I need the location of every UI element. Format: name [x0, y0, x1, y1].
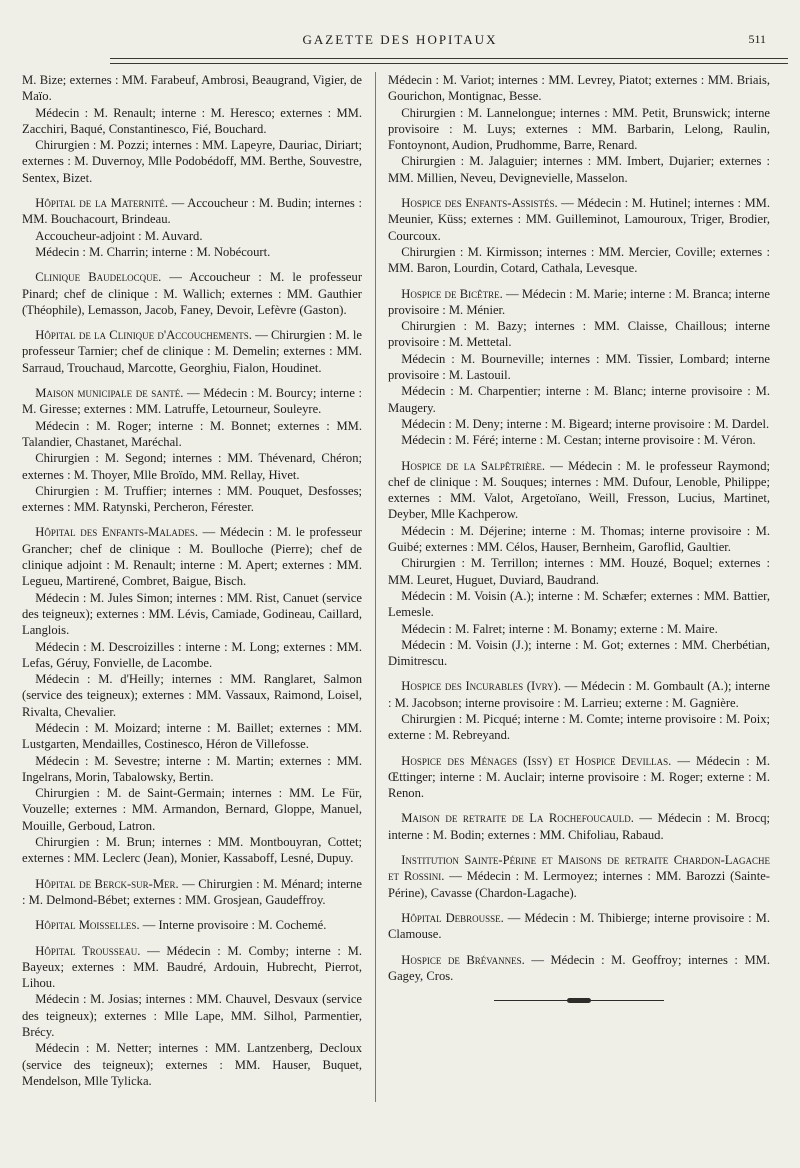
staff-paragraph [388, 637, 770, 670]
entry-text: Médecin : M. Féré; interne : M. Cestan; interne provisoire : M. Véron. [401, 433, 756, 448]
entry-text: — Médecin : M. Gombault (A.); interne : M. Jacobson; interne provisoire : M. Larrieu; externe : M. Gagnière. [388, 679, 770, 710]
section-heading: Hospice des Ménages (Issy) et Hospice Devillas. [401, 753, 672, 768]
staff-paragraph [388, 621, 770, 637]
entry-text: Chirurgien : M. Picqué; interne : M. Comte; interne provisoire : M. Poix; externe : M. Rebreyand. [388, 711, 770, 743]
section-entry [388, 910, 770, 943]
section-heading: Hôpital de la Clinique d'Accouchements. [35, 328, 252, 343]
section-heading: Maison de retraite de La Rochefoucauld. [401, 811, 634, 826]
entry-text: Médecin : M. Voisin (A.); interne : M. Schæfer; externes : MM. Battier, Lemesle. [388, 588, 770, 620]
entry-text: M. Bize; externes : MM. Farabeuf, Ambrosi, Beaugrand, Vigier, de Maïo. [22, 73, 362, 104]
entry-text: — Accoucheur : M. Budin; internes : MM. Bouchacourt, Brindeau. [22, 196, 362, 227]
entry-text: — Médecin : M. le professeur Grancher; chef de clinique : M. Boulloche (Pierre); chef de clinique adjoint : M. Renault; interne : M. Apert; externes : MM. Legueu, Martirené, Combret, Baigue, Bisch. [22, 525, 362, 589]
staff-paragraph [22, 418, 362, 451]
section-entry [22, 943, 362, 992]
left-column [22, 72, 362, 1089]
staff-paragraph [22, 137, 362, 186]
entry-text: — Accoucheur : M. le professeur Pinard; chef de clinique : M. Wallich; externes : MM. Gauthier (Théophile), Lemasson, Jacob, Faney, Devoir, Lefèvre (Gaston). [22, 270, 363, 317]
entry-text: Médecin : M. d'Heilly; internes : MM. Ranglaret, Salmon (service des teigneux); externes : MM. Vassaux, Raimond, Loisel, Rivalta, Chevalier. [22, 672, 362, 719]
entry-text: Médecin : M. Descroizilles : interne : M. Long; externes : MM. Lefas, Géruy, Fonvielle, de Lacombe. [22, 639, 362, 670]
entry-text: Médecin : M. Sevestre; interne : M. Martin; externes : MM. Ingelrans, Morin, Tabalowsky, Bertin. [22, 753, 362, 784]
entry-text: Accoucheur-adjoint : M. Auvard. [35, 228, 203, 243]
staff-paragraph [388, 523, 770, 556]
entry-text: Médecin : M. Jules Simon; internes : MM. Rist, Canuet (service des teigneux); externes : MM. Lévis, Camiade, Godineau, Caillard, Langlois. [22, 590, 362, 638]
staff-paragraph [22, 72, 362, 105]
staff-paragraph [22, 785, 362, 834]
entry-text: Médecin : M. Voisin (J.); interne : M. Got; externes : MM. Cherbétian, Dimitrescu. [388, 637, 770, 669]
staff-paragraph [22, 483, 362, 516]
section-entry [22, 917, 362, 933]
staff-paragraph [388, 244, 770, 277]
page-number: 511 [748, 32, 766, 46]
section-entry [388, 852, 770, 901]
entry-text: — Médecin : M. le professeur Raymond; chef de clinique : M. Souques; internes : MM. Dufour, Lenoble, Philippe; externes : MM. Valot, Argetoïano, Weill, Fresson, Lucius, Martinet, Deyber, Mlle Kachperow. [388, 458, 770, 522]
staff-paragraph [22, 720, 362, 753]
entry-text: — Médecin : M. Marie; interne : M. Branca; interne provisoire : M. Ménier. [388, 286, 770, 317]
section-entry [22, 195, 362, 228]
entry-text: Médecin : M. Variot; internes : MM. Levrey, Piatot; externes : MM. Briais, Gourichon, Montignac, Besse. [388, 73, 770, 104]
staff-paragraph [22, 105, 362, 138]
entry-text: — Médecin : M. Hutinel; internes : MM. Meunier, Küss; externes : MM. Guilleminot, Lamouroux, Triger, Brodier, Courcoux. [388, 196, 771, 243]
section-heading: Clinique Baudelocque. [35, 270, 162, 285]
staff-paragraph [388, 105, 770, 154]
entry-text: Chirurgien : M. Lannelongue; internes : MM. Petit, Brunswick; interne provisoire : M. Luys; externes : MM. Barbarin, Lelong, Raulin, Fontoynont, Audion, Prudhomme, Barre, Renard. [388, 105, 770, 153]
staff-paragraph [388, 555, 770, 588]
entry-text: Médecin : M. Charrin; interne : M. Nobécourt. [35, 244, 271, 259]
staff-paragraph [388, 72, 770, 105]
section-heading: Hospice de Bicêtre. [401, 286, 503, 301]
section-entry [22, 876, 362, 909]
section-entry [388, 753, 770, 802]
entry-text: — Médecin : M. Brocq; interne : M. Bodin; externes : MM. Chifoliau, Rabaud. [388, 811, 770, 842]
entry-text: — Médecin : M. Bourcy; interne : M. Giresse; externes : MM. Latruffe, Letourneur, Souleyre. [22, 386, 362, 417]
section-entry [22, 385, 362, 418]
staff-paragraph [388, 318, 770, 351]
section-heading: Hospice des Enfants-Assistés. [401, 196, 558, 211]
staff-paragraph [22, 639, 362, 672]
entry-text: Médecin : M. Josias; internes : MM. Chauvel, Desvaux (service des teigneux); externes : Mlle Lape, MM. Silhol, Parmentier, Brécy. [22, 992, 362, 1040]
staff-paragraph [388, 153, 770, 186]
section-heading: Hospice de Brévannes. [401, 952, 525, 967]
entry-text: Chirurgien : M. Jalaguier; internes : MM. Imbert, Dujarier; externes : MM. Millien, Neveu, Devignevielle, Masselon. [388, 154, 770, 185]
section-heading: Hôpital Trousseau. [35, 943, 141, 958]
staff-paragraph [22, 450, 362, 483]
entry-text: Chirurgien : M. Pozzi; internes : MM. Lapeyre, Dauriac, Diriart; externes : M. Duvernoy, Mlle Podobédoff, MM. Berthe, Souvestre, Sentex, Bizet. [22, 138, 362, 185]
entry-text: — Médecin : M. Œttinger; interne : M. Auclair; interne provisoire : M. Roger; externe : M. Renon. [388, 753, 770, 801]
section-heading: Hospice de la Salpêtrière. [401, 458, 546, 473]
entry-text: Chirurgien : M. de Saint-Germain; internes : MM. Le Für, Vouzelle; externes : MM. Armandon, Bernard, Gloppe, Manuel, Mouille, Gerboud, Latron. [22, 786, 362, 833]
entry-text: Chirurgien : M. Kirmisson; internes : MM. Mercier, Coville; externes : MM. Baron, Lourdin, Cotard, Cathala, Levesque. [388, 244, 770, 276]
section-heading: Hôpital Debrousse. [401, 910, 504, 925]
staff-paragraph [22, 991, 362, 1040]
section-entry [22, 524, 362, 589]
entry-text: Médecin : M. Renault; interne : M. Heresco; externes : MM. Zacchiri, Baqué, Constantinesco, Fié, Bouchard. [22, 105, 362, 136]
staff-paragraph [388, 351, 770, 384]
right-column [388, 72, 770, 1004]
staff-paragraph [388, 416, 770, 432]
entry-text: — Médecin : M. Comby; interne : M. Bayeux; externes : MM. Baudré, Ardouin, Hubrecht, Pierrot, Lihou. [22, 943, 362, 991]
section-heading: Institution Sainte-Périne et Maisons de retraite Chardon-Lagache et Rossini. [388, 853, 770, 884]
staff-paragraph [388, 588, 770, 621]
section-entry [388, 286, 770, 319]
section-heading: Hôpital de Berck-sur-Mer. [35, 876, 179, 891]
running-title: GAZETTE DES HOPITAUX [302, 32, 498, 47]
staff-paragraph [388, 432, 770, 448]
section-heading: Hôpital Moisselles. [35, 918, 140, 933]
running-head [0, 32, 800, 52]
entry-text: Médecin : M. Netter; internes : MM. Lantzenberg, Decloux (service des teigneux); externes : MM. Hauser, Buquet, Mendelson, Mlle Tylicka. [22, 1041, 362, 1088]
section-heading: Hôpital des Enfants-Malades. [35, 525, 198, 540]
header-rule-top [110, 58, 788, 59]
staff-paragraph [388, 383, 770, 416]
section-entry [22, 269, 362, 318]
section-entry [388, 810, 770, 843]
header-rule-bottom [110, 63, 788, 64]
staff-paragraph [22, 1040, 362, 1089]
section-heading: Maison municipale de santé. [35, 386, 184, 401]
entry-text: Médecin : M. Bourneville; internes : MM. Tissier, Lombard; interne provisoire : M. Lastouil. [388, 351, 770, 383]
entry-text: — Médecin : M. Lermoyez; internes : MM. Barozzi (Sainte-Périne), Cavasse (Chardon-Lagache). [388, 869, 770, 900]
staff-paragraph [22, 590, 362, 639]
staff-paragraph [22, 244, 362, 260]
section-entry [388, 195, 770, 244]
entry-text: Chirurgien : M. Bazy; internes : MM. Claisse, Chaillous; interne provisoire : M. Mettetal. [388, 319, 770, 350]
entry-text: — Interne provisoire : M. Cochemé. [139, 918, 327, 933]
entry-text: Médecin : M. Roger; interne : M. Bonnet; externes : MM. Talandier, Chastanet, Maréchal. [22, 418, 362, 449]
entry-text: Chirurgien : M. Segond; internes : MM. Thévenard, Chéron; externes : M. Thoyer, Mlle Broïdo, MM. Rellay, Hivet. [22, 451, 362, 482]
section-entry [388, 952, 770, 985]
staff-paragraph [22, 834, 362, 867]
end-ornament [494, 998, 664, 1004]
entry-text: Médecin : M. Falret; interne : M. Bonamy; externe : M. Maire. [401, 621, 718, 636]
entry-text: Chirurgien : M. Brun; internes : MM. Montbouyran, Cottet; externes : MM. Leclerc (Jean), Monier, Kassaboff, Lesné, Dupuy. [22, 835, 362, 866]
entry-text: Chirurgien : M. Terrillon; internes : MM. Houzé, Boquel; externes : MM. Leuret, Huguet, Duviard, Baudrand. [388, 556, 770, 587]
entry-text: Médecin : M. Déjerine; interne : M. Thomas; interne provisoire : M. Guibé; externes : MM. Célos, Hauser, Bernheim, Garoflid, Gaultier. [388, 523, 770, 555]
entry-text: Chirurgien : M. Truffier; internes : MM. Pouquet, Desfosses; externes : MM. Ratynski, Percheron, Férester. [22, 483, 362, 515]
column-divider [375, 72, 376, 1102]
entry-text: Médecin : M. Charpentier; interne : M. Blanc; interne provisoire : M. Maugery. [388, 384, 770, 415]
staff-paragraph [22, 228, 362, 244]
section-entry [22, 327, 362, 376]
staff-paragraph [388, 711, 770, 744]
section-entry [388, 678, 770, 711]
section-entry [388, 458, 770, 523]
section-heading: Hospice des Incurables (Ivry). [401, 679, 561, 694]
entry-text: — Médecin : M. Thibierge; interne provisoire : M. Clamouse. [388, 910, 770, 942]
staff-paragraph [22, 671, 362, 720]
entry-text: — Chirurgien : M. Ménard; interne : M. Delmond-Bébet; externes : MM. Grosjean, Gaudeffroy. [22, 876, 363, 907]
entry-text: — Chirurgien : M. le professeur Tarnier; chef de clinique : M. Demelin; externes : MM. Sarraud, Trouchaud, Marcotte, Georghiu, Fialon, Houdinet. [22, 328, 363, 375]
entry-text: Médecin : M. Moizard; interne : M. Baillet; externes : MM. Lustgarten, Mendailles, Costinesco, Héron de Villefosse. [22, 720, 362, 752]
entry-text: Médecin : M. Deny; interne : M. Bigeard; interne provisoire : M. Dardel. [401, 416, 770, 431]
staff-paragraph [22, 753, 362, 786]
section-heading: Hôpital de la Maternité. [35, 196, 168, 211]
entry-text: — Médecin : M. Geoffroy; internes : MM. Gagey, Cros. [388, 952, 770, 983]
